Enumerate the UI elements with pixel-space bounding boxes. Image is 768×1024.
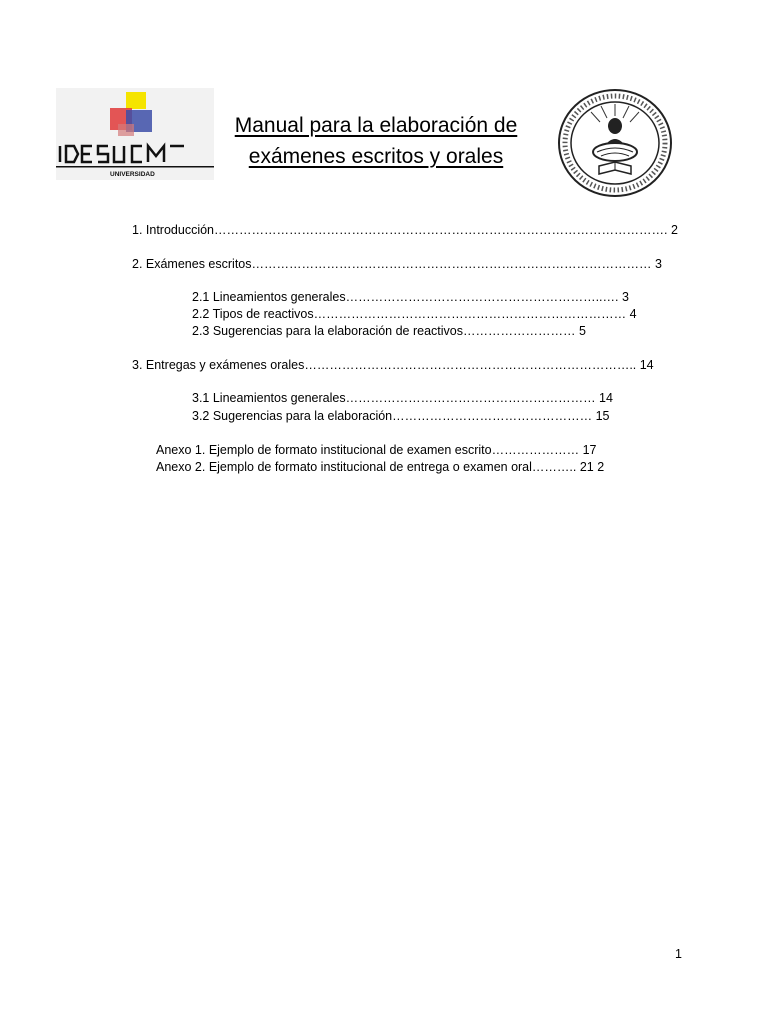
toc-entry-2-1: 2.1 Lineamientos generales……………………………………………………..…. 3 (192, 290, 629, 304)
idesum-logo-icon (56, 88, 214, 180)
toc-entry-anexo-2: Anexo 2. Ejemplo de formato institucional de entrega o examen oral……….. 21 2 (156, 460, 605, 474)
toc-entry-introduccion: 1. Introducción………………………………………………………………………………………………. 2 (132, 223, 678, 237)
svg-text:UNIVERSIDAD: UNIVERSIDAD (110, 171, 155, 178)
title-line-1: Manual para la elaboración de (234, 114, 518, 137)
title-line-2: exámenes escritos y orales (248, 145, 504, 168)
toc-entry-examenes-escritos: 2. Exámenes escritos…………………………………………………………………………………… 3 (132, 257, 662, 271)
page-number: 1 (675, 947, 682, 961)
toc-entry-3-2: 3.2 Sugerencias para la elaboración………………………………………… 15 (192, 409, 610, 423)
toc-entry-2-3: 2.3 Sugerencias para la elaboración de reactivos……………………… 5 (192, 324, 586, 338)
toc-entry-2-2: 2.2 Tipos de reactivos………………………………………………………………… 4 (192, 307, 637, 321)
toc-entry-anexo-1: Anexo 1. Ejemplo de formato institucional de examen escrito………………… 17 (156, 443, 597, 457)
toc-entry-3-1: 3.1 Lineamientos generales…………………………………………………… 14 (192, 391, 613, 405)
institute-seal-icon (555, 86, 676, 200)
document-title (200, 110, 552, 172)
toc-entry-entregas-orales: 3. Entregas y exámenes orales…………………………………………………………………….. 14 (132, 358, 654, 372)
